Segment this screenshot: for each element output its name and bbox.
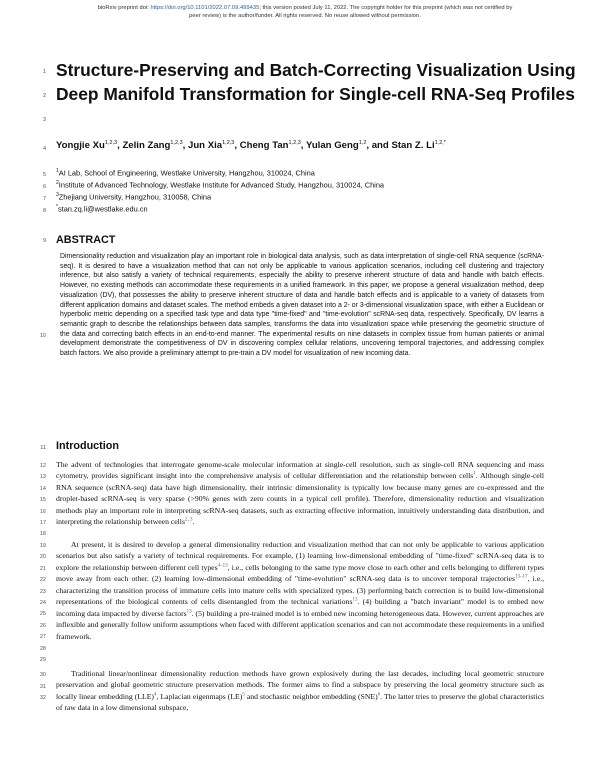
author-separator: ,	[182, 140, 188, 152]
paragraph-text: , i.e., cells belonging to the same type move close to each other and cells belonging to different types move away from each other. (2) learning low-dimensional embedding of "time-evolution" scRNA-seq data is to uncover temporal trajectories	[56, 562, 544, 584]
line-number: 17	[39, 520, 46, 526]
affiliation-marker: 3	[56, 192, 59, 198]
paragraph-text: , i.e., characterizing the transition process of immature cells into mature cells with specialized types. (3) performing batch correction is to build low-dimensional representations of the biological contents of cells disentangled from the technical variations	[56, 574, 544, 607]
line-number: 23	[39, 589, 46, 595]
citation[interactable]: 6	[377, 692, 381, 698]
author-name: Zelin Zang	[122, 140, 171, 152]
paragraph-text: . (5) building a pre-trained model is to embed new incoming heterogeneous data. However, current approaches are inflexible and generally follow uniform assumptions when faced with different application scenarios and can not accommodate these requirements in a unified framework.	[56, 608, 544, 641]
line-number: 7	[42, 196, 46, 202]
line-number: 20	[39, 554, 46, 560]
author-separator: ,	[300, 140, 306, 152]
author-name: Stan Z. Li	[391, 140, 435, 152]
affiliation-text: Institute of Advanced Technology, Westlake Institute for Advanced Study, Hangzhou, 310024, China	[58, 180, 385, 190]
author-name: Yongjie Xu	[56, 140, 105, 152]
paper-title: Structure-Preserving and Batch-Correcting Visualization Using Deep Manifold Transformation for Single-cell RNA-Seq Profiles	[56, 60, 576, 104]
line-number: 6	[42, 184, 46, 190]
citation[interactable]: 1	[473, 471, 476, 477]
paragraph-text: .	[192, 517, 195, 527]
citation[interactable]: 13	[352, 597, 358, 603]
line-number: 26	[39, 623, 46, 629]
preprint-header	[95, 5, 515, 20]
citation[interactable]: 4–13	[217, 563, 228, 569]
corresponding-email[interactable]: stan.zq.li@westlake.edu.cn	[57, 204, 148, 214]
affiliation-text: Zhejiang University, Hangzhou, 310058, China	[58, 192, 212, 202]
line-number: 3	[42, 117, 46, 123]
line-number: 19	[39, 543, 46, 549]
line-number: 15	[39, 497, 46, 503]
abstract-heading: ABSTRACT	[56, 234, 116, 246]
line-number: 30	[39, 672, 46, 678]
affiliation-marker: 1	[56, 168, 59, 174]
body-paragraph	[56, 668, 544, 714]
affiliation	[56, 204, 576, 213]
author-separator: , and	[366, 140, 392, 152]
paragraph-text: . (4) building a "batch invariant" model is to embed new incoming data impacted by diverse factors	[56, 597, 544, 618]
line-number: 11	[40, 445, 46, 451]
line-number: 25	[39, 611, 46, 617]
author-affiliation-marker: 1,2,3	[170, 140, 183, 146]
author-separator: ,	[117, 140, 123, 152]
author-affiliation-marker: 1,2,3	[104, 140, 118, 146]
body-paragraph	[56, 459, 544, 528]
paragraph-text: , Laplacian eigenmaps (LE)	[156, 691, 243, 701]
line-number: 2	[42, 93, 46, 99]
paragraph-text: The advent of technologies that interrogate genome-scale molecular information at single-cell resolution, such as single-cell RNA sequencing and mass cytometry, provides significant insight into the comprehensive analysis of cellular differentiation and the relationship between cells	[56, 460, 544, 481]
line-number: 18	[39, 531, 46, 537]
line-number: 8	[42, 208, 46, 214]
line-number: 13	[39, 474, 46, 480]
line-number: 29	[39, 657, 46, 663]
author-affiliation-marker: 1,2	[358, 140, 367, 146]
line-number: 22	[39, 577, 46, 583]
paragraph-text: and stochastic neighbor embedding (SNE)	[244, 691, 378, 701]
citation[interactable]: 2, 3	[184, 517, 193, 523]
affiliation	[56, 192, 576, 201]
line-number: 24	[39, 600, 46, 606]
line-number: 12	[39, 463, 46, 469]
affiliation-text: AI Lab, School of Engineering, Westlake University, Hangzhou, 310024, China	[58, 168, 315, 178]
author-list	[56, 140, 576, 151]
citation[interactable]: 13	[186, 609, 192, 615]
author-name: Cheng Tan	[239, 140, 289, 152]
affiliation	[56, 168, 576, 177]
header-rest: ; this version posted July 11, 2022. The copyright holder for this preprint (which was not certified by peer review) is the author/funder. All rights reserved. No reuse allowed without permission.	[189, 5, 513, 19]
affiliation	[56, 180, 576, 189]
line-number: 14	[39, 486, 46, 492]
paragraph-text: At present, it is desired to develop a general dimensionality reduction and visualization method that can not only be applicable to various application scenarios but also satisfy a variety of technical requirements. For example, (1) learning low-dimensional embedding of "time-fixed" scRNA-seq data is to explore the relationship between different cell types	[56, 540, 544, 572]
line-number: 31	[39, 684, 46, 690]
author-name: Jun Xia	[187, 140, 223, 152]
affiliation-marker: 2	[56, 180, 59, 186]
body-paragraph	[56, 539, 544, 642]
author-affiliation-marker: 1,2,3	[288, 140, 301, 146]
line-number: 9	[42, 238, 46, 244]
citation[interactable]: 4	[153, 692, 157, 698]
line-number: 27	[39, 634, 46, 640]
author-separator: ,	[234, 140, 240, 152]
affiliation-marker: *	[56, 204, 58, 210]
author-affiliation-marker: 1,2,*	[434, 140, 446, 146]
line-number: 5	[42, 172, 46, 178]
line-number: 32	[39, 695, 46, 701]
line-number: 21	[39, 566, 46, 572]
line-number: 4	[42, 146, 46, 152]
paragraph-text: . The latter tries to preserve the global characteristics of raw data in a low dimensional subspace,	[56, 691, 544, 713]
line-number: 1	[42, 69, 46, 75]
citation[interactable]: 5	[242, 692, 245, 698]
paragraph-text: . Although single-cell RNA sequence (scRNA-seq) data have high dimensionality, their intrinsic dimensionality is typically low because many genes are co-expressed and the droplet-based scRNA-seq is very sparse (>90% genes with zero counts in a typical cell profile). Therefore, dimensionality reduction and visualization methods play an important role in interpreting scRNA-seq datasets, such as extracting effective information, intuitively understanding data distribution, and interpreting the relationship between cells	[56, 471, 544, 527]
line-number: 16	[39, 509, 46, 515]
header-prefix: bioRxiv preprint doi:	[97, 5, 151, 11]
author-name: Yulan Geng	[305, 140, 359, 152]
line-number: 10	[39, 333, 46, 339]
paragraph-text: Traditional linear/nonlinear dimensionality reduction methods have grown explosively during the last decades, including local geometric structure preservation and global geometric structure preservation methods. The former aims to find a subspace by preserving the local geometry structure such as locally linear embedding (LLE)	[56, 669, 544, 701]
doi-link[interactable]: https://doi.org/10.1101/2022.07.09.499435	[150, 5, 260, 11]
abstract-text: Dimensionality reduction and visualization play an important role in biological data analysis, such as data interpretation of single-cell RNA sequence (scRNA-seq). It is desired to have a visualization method that can not only be applicable to various application scenarios, including cell clustering and trajectory inference, but also satisfy a variety of technical requirements, especially the ability to preserve inherent structure of data and handle with batch effects. However, no existing methods can accommodate these requirements in a unified framework. In this paper, we propose a general visualization method, deep visualization (DV), that possesses the ability to preserve inherent structure of data and handle batch effects and is applicable to a variety of datasets from different application domains and dataset scales. The method embeds a given dataset into a 2- or 3-dimensional visualization space, with either a Euclidean or hyperbolic metric depending on a specified task type and data type "time-fixed" and "time-evolution" scRNA-seq data, respectively. Specifically, DV learns a semantic graph to describe the relationships between data samples, transforms the data into visualization space while preserving the geometric structure of the data and correcting batch effects in an end-to-end manner. The experimental results on nine datasets in complex tissue from human patients or animal development demonstrate the competitiveness of DV in discovering complex cellular relations, uncovering temporal trajectories, and addressing complex batch factors. We also provide a preliminary attempt to pre-train a DV model for visualization of new incoming data.	[60, 253, 544, 358]
introduction-heading: Introduction	[56, 440, 119, 452]
author-affiliation-marker: 1,2,3	[222, 140, 235, 146]
line-number: 28	[39, 646, 46, 652]
citation[interactable]: 13–17	[514, 574, 528, 580]
